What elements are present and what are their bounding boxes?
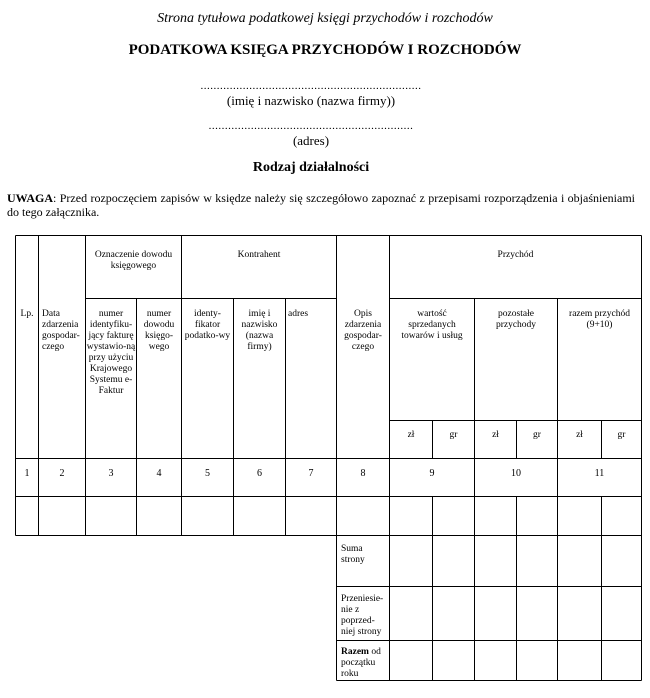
unit-gr: gr — [449, 430, 458, 440]
summary-year-total-rest: od początku roku — [341, 647, 381, 679]
activity-type-title: Rodzaj działalności — [252, 160, 370, 175]
note-text: : Przed rozpoczęciem zapisów w księdze należy się szczegółowo zapoznać z przepisami rozporządzenia i objaśnieniami do tego załącznika. — [7, 191, 635, 219]
unit-zl: zł — [407, 430, 415, 440]
proof-group-header: Oznaczenie dowodu księgowego — [94, 250, 173, 271]
column-header-address: adres — [288, 309, 309, 319]
column-number: 6 — [257, 468, 262, 479]
page-subtitle: Strona tytułowa podatkowej księgi przychodów i rozchodów — [157, 11, 493, 26]
revenue-group-header: Przychód — [497, 250, 534, 260]
column-number: 1 — [24, 468, 30, 479]
note-label: UWAGA — [7, 191, 54, 205]
column-header-description: Opis zdarzenia gospodar-czego — [344, 309, 382, 352]
column-header-total-revenue: razem przychód (9+10) — [569, 309, 630, 330]
unit-gr: gr — [617, 430, 626, 440]
column-number: 9 — [429, 468, 435, 479]
unit-gr: gr — [533, 430, 541, 440]
name-dotted-line: .................................................................... — [200, 80, 422, 92]
page-title: PODATKOWA KSIĘGA PRZYCHODÓW I ROZCHODÓW — [128, 42, 522, 58]
address-caption: (adres) — [292, 133, 330, 148]
column-header-ksef-number: numer identyfiku-jący fakturę wystawio-ną przy użyciu Krajowego Systemu e-Faktur — [86, 309, 136, 396]
unit-zl: zł — [492, 430, 499, 440]
column-header-lp: Lp. — [20, 309, 34, 319]
summary-year-total-bold: Razem — [341, 647, 369, 657]
column-number: 11 — [594, 468, 605, 479]
column-header-sales-value: wartość sprzedanych towarów i usług — [401, 309, 463, 341]
contractor-group-header: Kontrahent — [237, 250, 281, 260]
column-header-date: Data zdarzenia gospodar-czego — [42, 309, 80, 352]
column-number: 7 — [308, 468, 314, 479]
column-header-name: imię i nazwisko (nazwa firmy) — [241, 309, 278, 352]
summary-page-sum-label: Suma strony — [341, 544, 365, 565]
column-number: 4 — [156, 468, 162, 479]
column-number: 3 — [108, 468, 114, 479]
column-number: 8 — [360, 468, 366, 479]
summary-carry-over-label: Przeniesie-nie z poprzed-niej strony — [341, 594, 384, 637]
column-header-tax-id: identy-fikator podatko-wy — [184, 309, 231, 341]
column-header-other-revenue: pozostałe przychody — [495, 309, 537, 330]
column-header-proof-number: numer dowodu księgo-wego — [143, 309, 175, 352]
unit-zl: zł — [576, 430, 583, 440]
name-caption: (imię i nazwisko (nazwa firmy)) — [226, 93, 396, 108]
column-number: 5 — [205, 468, 210, 479]
column-number: 2 — [59, 468, 65, 479]
address-dotted-line: ............................................................... — [208, 120, 414, 132]
column-number: 10 — [511, 468, 521, 479]
summary-year-total-label — [341, 647, 388, 680]
